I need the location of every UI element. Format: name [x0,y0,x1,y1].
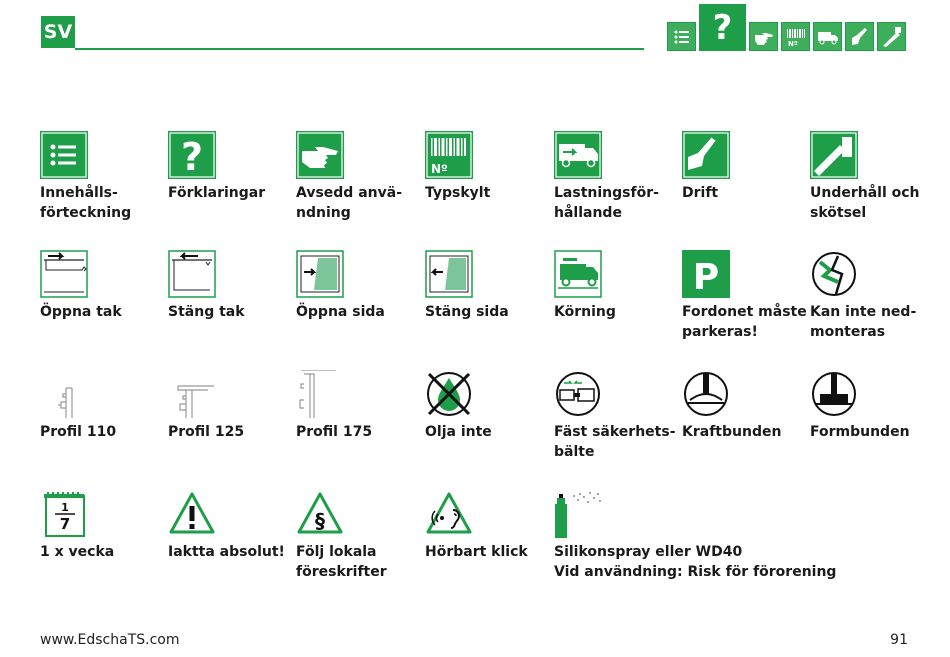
item-seat-belt[interactable] [554,370,680,462]
item-local-regulations[interactable] [296,490,422,582]
item-silicone-spray[interactable] [554,490,844,582]
item-open-roof[interactable] [40,250,166,322]
item-explanations[interactable] [168,131,294,203]
barcode-icon [425,131,473,179]
footer-url[interactable]: www.EdschaTS.com [40,632,180,648]
calendar-icon [40,490,88,538]
hand-pen-icon [682,131,730,179]
svg-text:P: P [692,257,720,298]
profile-125-icon [168,370,216,418]
item-contents[interactable] [40,131,166,223]
language-tag: SV [41,16,75,48]
item-label: Underhåll och skötsel [810,185,920,221]
item-do-not-oil[interactable] [425,370,551,442]
svg-text:Nº: Nº [431,162,448,176]
warning-icon [168,490,216,538]
item-audible-click[interactable] [425,490,551,562]
nav-pointing-hand-icon[interactable] [749,22,778,51]
open-side-icon [296,250,344,298]
item-label: Öppna tak [40,304,122,320]
nav-question-icon[interactable]: ? [699,4,746,51]
item-label: Olja inte [425,424,492,440]
ear-icon [425,490,473,538]
nav-barcode-icon[interactable] [781,22,810,51]
paragraph-icon [296,490,344,538]
item-label: Formbunden [810,424,910,440]
truck-driving-icon [554,250,602,298]
seat-belt-icon [554,370,602,418]
profile-110-icon [40,370,88,418]
item-label: Profil 125 [168,424,245,440]
item-label: Kan inte ned- monteras [810,304,917,340]
item-type-plate[interactable] [425,131,551,203]
item-label: Profil 110 [40,424,117,440]
svg-text:7: 7 [59,515,71,533]
item-label: Avsedd anvä- ndning [296,185,403,221]
svg-text:Nº: Nº [787,39,798,48]
item-loading[interactable] [554,131,680,223]
nav-tool-icon[interactable] [877,22,906,51]
pointing-hand-icon [296,131,344,179]
item-close-side[interactable] [425,250,551,322]
item-must-park[interactable] [682,250,808,342]
no-oil-icon [425,370,473,418]
item-label: Innehålls- förteckning [40,185,132,221]
no-disassembly-icon [810,250,858,298]
item-label: Kraftbunden [682,424,782,440]
nav-hand-pen-icon[interactable] [845,22,874,51]
header-rule [75,48,644,50]
item-label: Silikonspray eller WD40 Vid användning: Risk för förorening [554,544,837,580]
nav-list-icon[interactable] [667,22,696,51]
item-label: Förklaringar [168,185,266,201]
svg-text:§: § [315,509,325,533]
item-label: Fordonet måste parkeras! [682,304,807,340]
truck-loading-icon [554,131,602,179]
open-roof-icon [40,250,88,298]
item-profile-175[interactable] [296,370,422,442]
svg-text:1: 1 [61,501,69,514]
item-form-bound[interactable] [810,370,936,442]
spray-can-icon [554,490,606,538]
item-open-side[interactable] [296,250,422,322]
nav-truck-icon[interactable] [813,22,842,51]
item-observe[interactable] [168,490,294,562]
item-label: Typskylt [425,185,491,201]
item-label: Lastningsför- hållande [554,185,659,221]
item-operation[interactable] [682,131,808,203]
item-label: Iaktta absolut! [168,544,285,560]
item-profile-110[interactable] [40,370,166,442]
item-label: Stäng sida [425,304,509,320]
section-nav [667,4,906,51]
item-label: Följ lokala föreskrifter [296,544,387,580]
item-force-bound[interactable] [682,370,808,442]
profile-175-icon [296,370,344,418]
item-label: Drift [682,185,719,201]
item-label: Körning [554,304,616,320]
close-roof-icon [168,250,216,298]
item-not-removable[interactable] [810,250,936,342]
question-icon [168,131,216,179]
item-label: Hörbart klick [425,544,528,560]
svg-text:?: ? [180,135,204,179]
close-side-icon [425,250,473,298]
item-label: 1 x vecka [40,544,115,560]
item-close-roof[interactable] [168,250,294,322]
maintenance-tool-icon [810,131,858,179]
force-fit-icon [682,370,730,418]
item-label: Fäst säkerhets- bälte [554,424,676,460]
list-icon [40,131,88,179]
item-intended-use[interactable] [296,131,422,223]
item-weekly[interactable] [40,490,166,562]
parking-icon [682,250,730,298]
page-number: 91 [890,632,908,648]
item-label: Öppna sida [296,304,385,320]
item-label: Stäng tak [168,304,245,320]
item-maintenance[interactable] [810,131,936,223]
item-profile-125[interactable] [168,370,294,442]
form-fit-icon [810,370,858,418]
item-driving[interactable] [554,250,680,322]
item-label: Profil 175 [296,424,373,440]
